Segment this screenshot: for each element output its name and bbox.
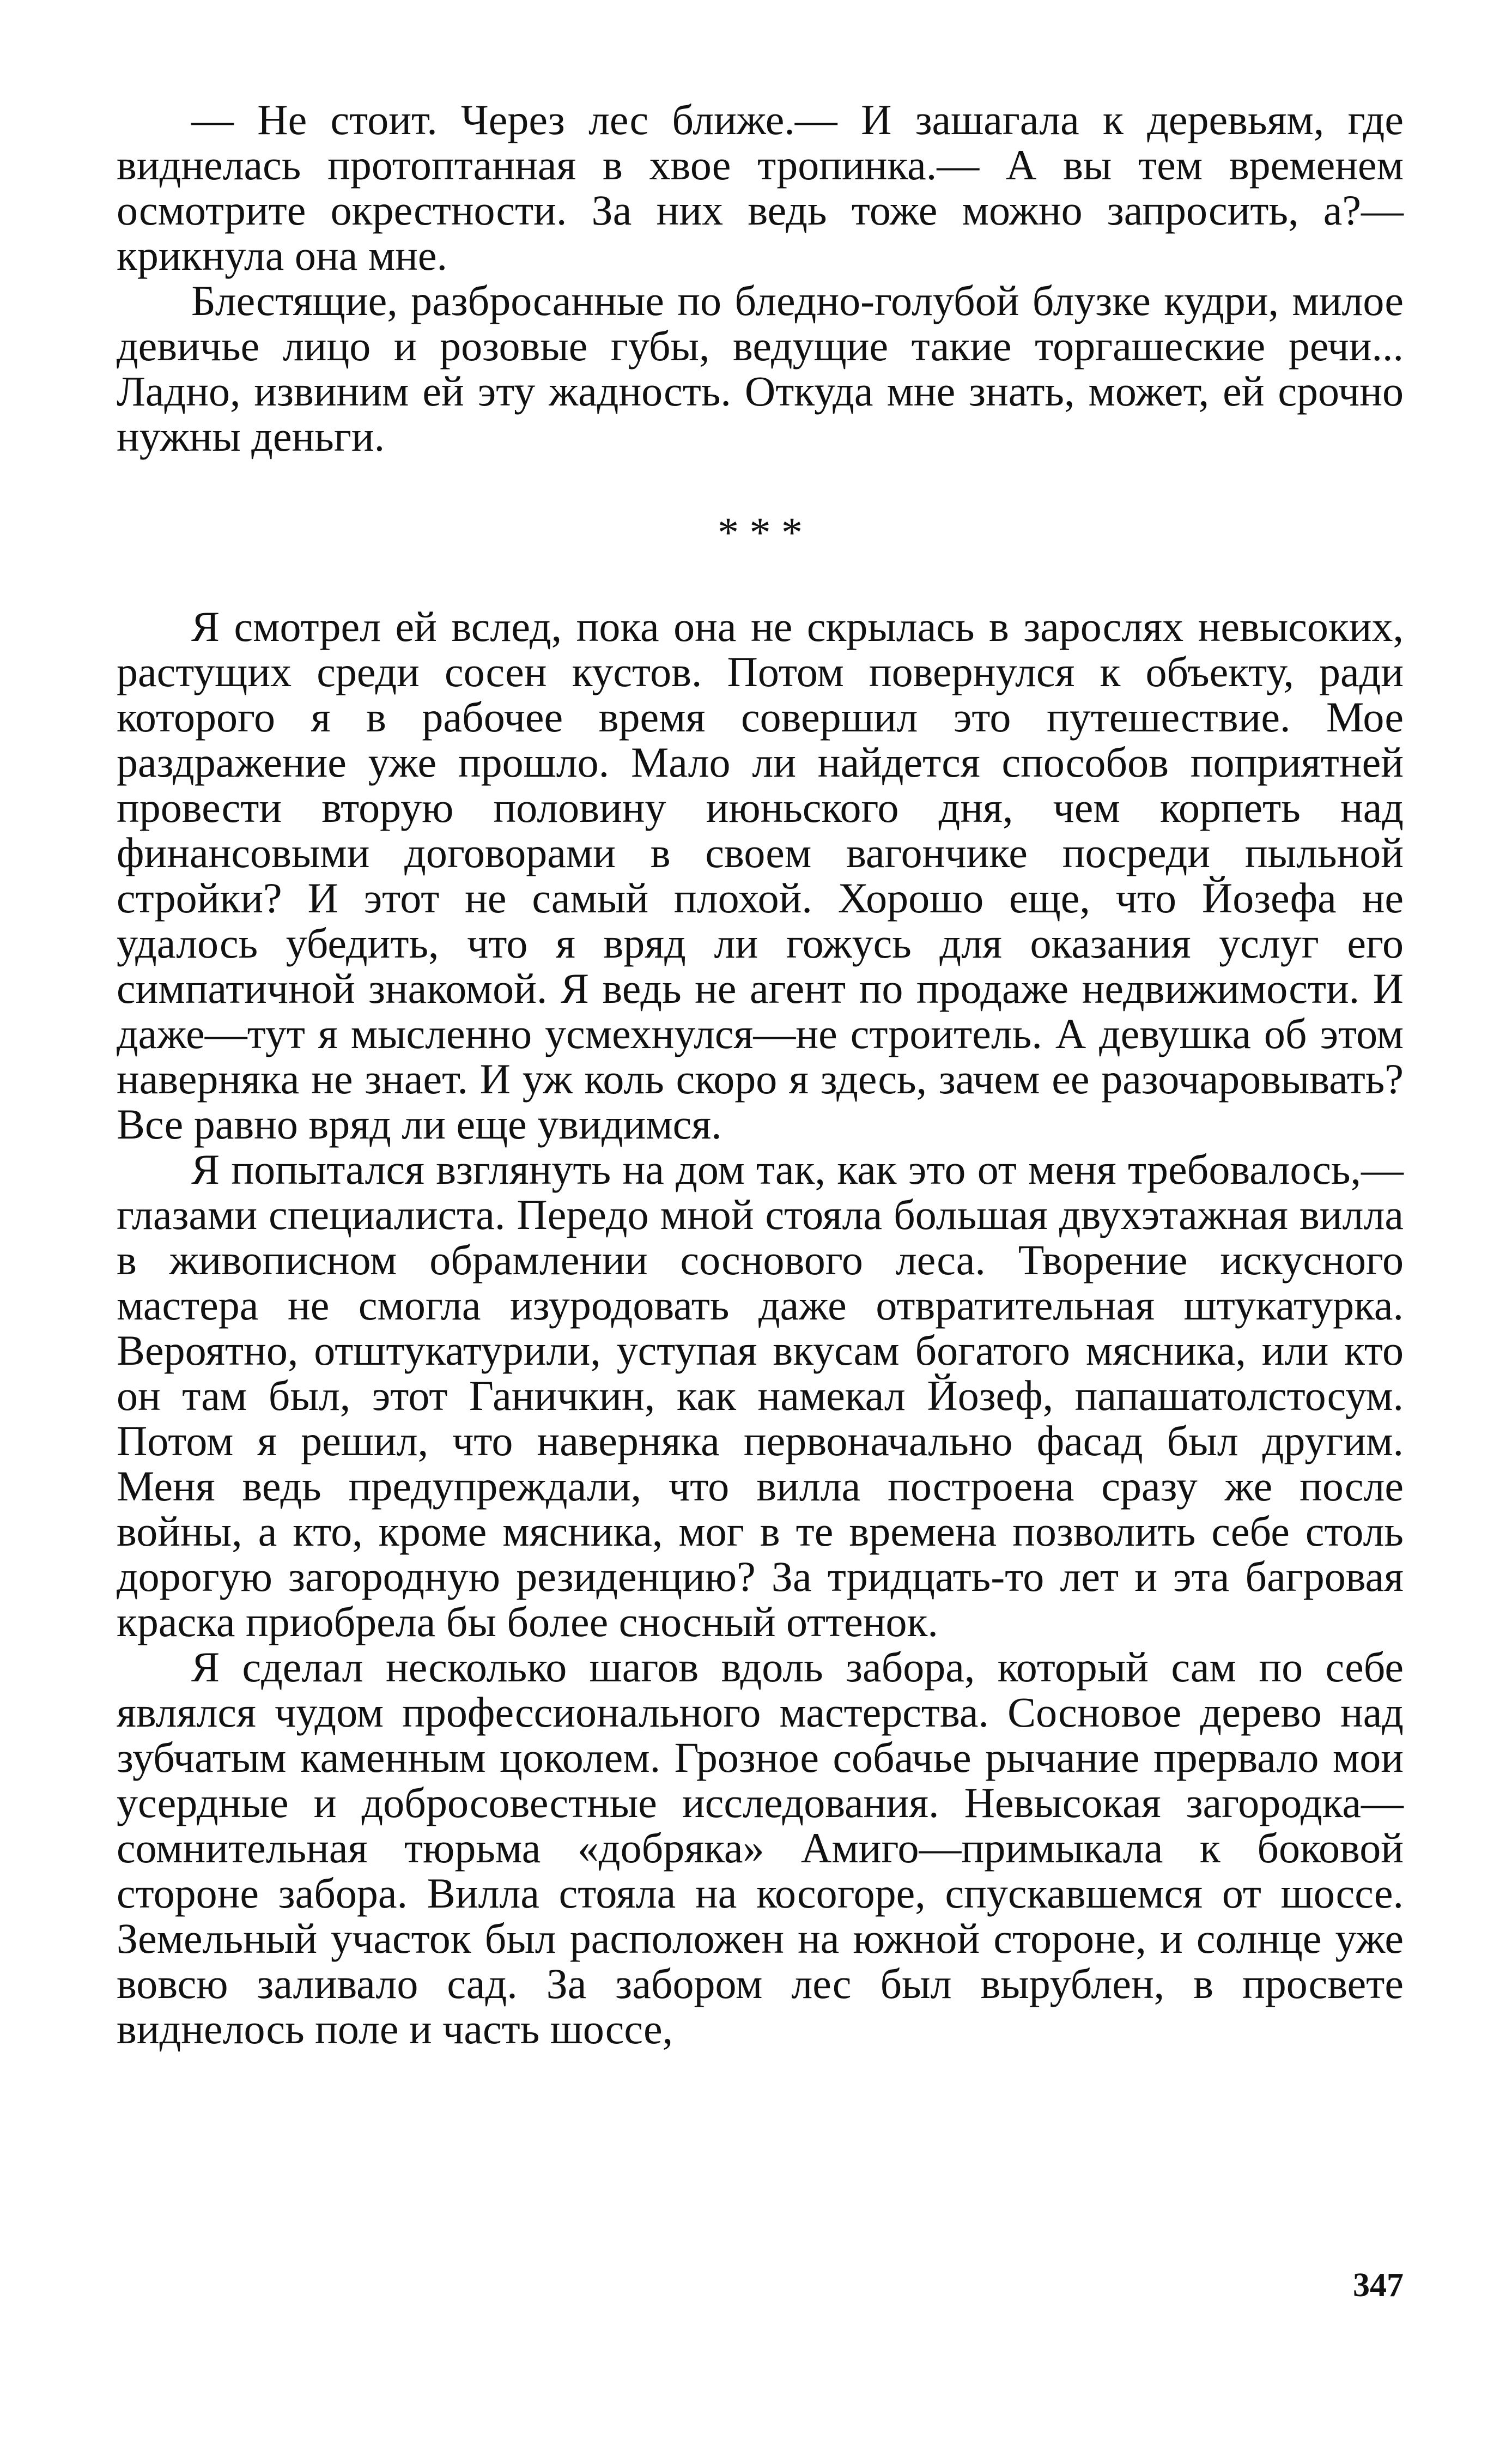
paragraph: Я сделал несколько шагов вдоль забора, который сам по себе являлся чудом профессионального мастерства. Сосновое дерево над зубчатым каменным цоколем. Грозное собачье рычание прервало мои усердные и добросовестные исследования. Невысокая загородка—сомнительная тюрьма «добряка» Амиго—примыкала к боковой стороне забора. Вилла стояла на косогоре, спускавшемся от шоссе. Земельный участок был расположен на южной стороне, и солнце уже вовсю заливало сад. За забором лес был вырублен, в просвете виднелось поле и часть шоссе, — [117, 1643, 1404, 2053]
book-page-text — [117, 97, 1404, 2051]
section-separator: * * * — [718, 508, 803, 556]
paragraph: Блестящие, разбросанные по бледно-голубой блузке кудри, милое девичье лицо и розовые губы, ведущие такие торгашеские речи... Ладно, извиним ей эту жадность. Откуда мне знать, может, ей срочно нужны деньги. — [117, 277, 1404, 460]
paragraph: Я смотрел ей вслед, пока она не скрылась в зарослях невысоких, растущих среди сосен кустов. Потом повернулся к объекту, ради которого я в рабочее время совершил это путешествие. Мое раздражение уже прошло. Мало ли найдется способов поприятней провести вторую половину июньского дня, чем корпеть над финансовыми договорами в своем вагончике посреди пыльной стройки? И этот не самый плохой. Хорошо еще, что Йозефа не удалось убедить, что я вряд ли гожусь для оказания услуг его симпатичной знакомой. Я ведь не агент по продаже недвижимости. И даже—тут я мысленно усмехнулся—не строитель. А девушка об этом наверняка не знает. И уж коль скоро я здесь, зачем ее разочаровывать? Все равно вряд ли еще увидимся. — [117, 603, 1404, 1148]
paragraph: Я попытался взглянуть на дом так, как это от меня требовалось,— глазами специалиста. Передо мной стояла большая двухэтажная вилла в живописном обрамлении соснового леса. Творение искусного мастера не смогла изуродовать даже отвратительная штукатурка. Вероятно, отштукатурили, уступая вкусам богатого мясника, или кто он там был, этот Ганичкин, как намекал Йозеф, папашатолстосум. Потом я решил, что наверняка первоначально фасад был другим. Меня ведь предупреждали, что вилла построена сразу же после войны, а кто, кроме мясника, мог в те времена позволить себе столь дорогую загородную резиденцию? За тридцать-то лет и эта багровая краска приобрела бы более сносный оттенок. — [117, 1146, 1404, 1645]
page-number: 347 — [1353, 2267, 1404, 2304]
paragraph: — Не стоит. Через лес ближе.— И зашагала к деревьям, где виднелась протоптанная в хвое тропинка.— А вы тем временем осмотрите окрестности. За них ведь тоже можно запросить, а?—крикнула она мне. — [117, 96, 1404, 279]
